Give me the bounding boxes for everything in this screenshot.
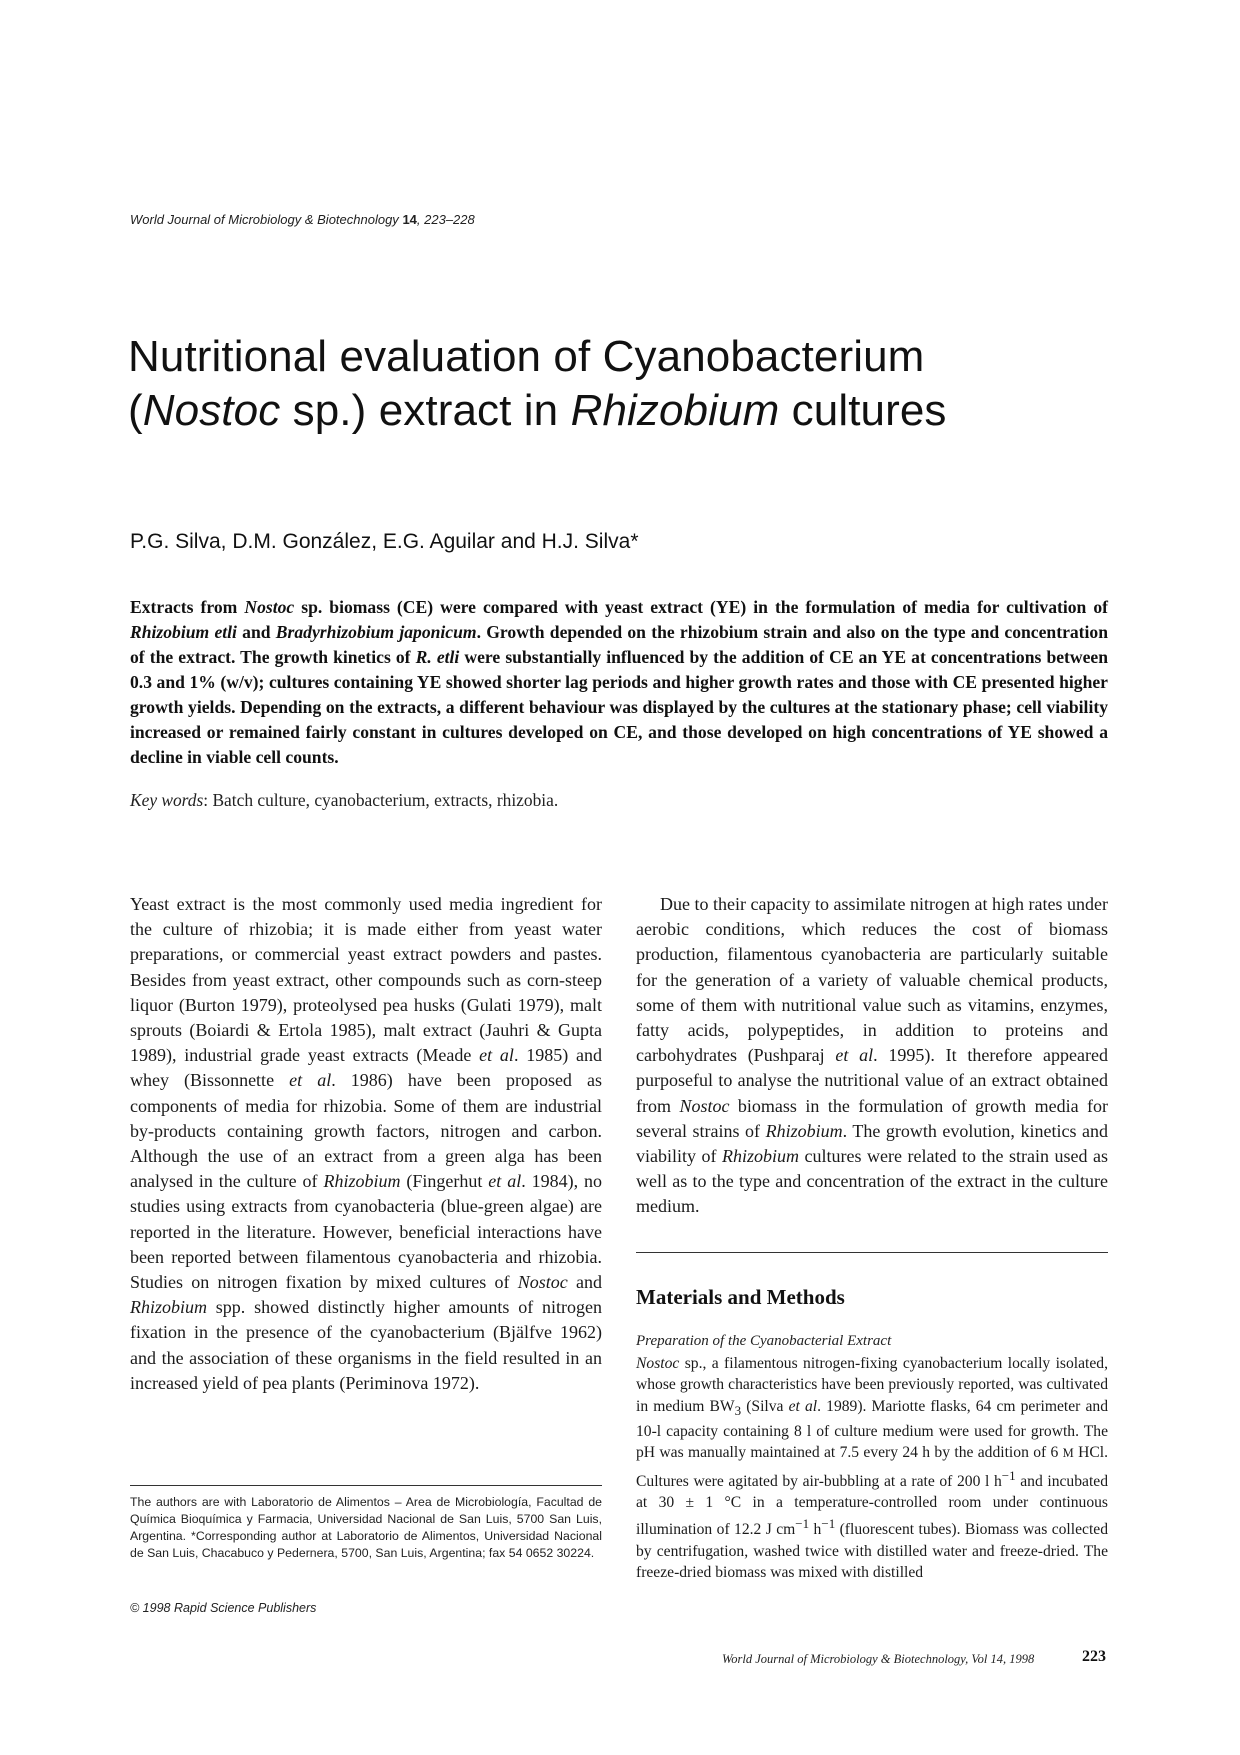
journal-name: World Journal of Microbiology & Biotechnology bbox=[130, 212, 399, 227]
body-italic: et al bbox=[479, 1045, 514, 1066]
section-divider bbox=[636, 1252, 1108, 1253]
affiliation-footnote: The authors are with Laboratorio de Alimentos – Area de Microbiología, Facultad de Química Bioquímica y Farmacia, Universidad Nacional de San Luis, 5700 San Luis, Argentina. *Corresponding author at Laboratorio de Alimentos, Universidad Nacional de San Luis, Chacabuco y Pedernera, 5700, San Luis, Argentina; fax 54 0652 30224. bbox=[130, 1495, 602, 1560]
journal-pages: 223–228 bbox=[424, 212, 475, 227]
body-text: spp. showed distinctly higher amounts of nitrogen fixation in the presence of the cyanobacterium (Bjälfve 1962) and the association of these organisms in the field resulted in an increased yield of pea plants (Periminova 1972). bbox=[130, 1297, 602, 1393]
title-end: cultures bbox=[779, 386, 947, 435]
body-text: . 1985) and whey (Bissonnette bbox=[130, 1045, 603, 1091]
title-paren: ( bbox=[128, 386, 143, 435]
body-italic: et al bbox=[289, 1070, 332, 1091]
body-italic: Nostoc bbox=[679, 1095, 730, 1116]
body-text: Due to their capacity to assimilate nitrogen at high rates under aerobic conditions, which reduces the cost of biomass production, filamentous cyanobacteria are particularly suitable for the generation of a variety of valuable chemical products, some of them with nutritional value such as vitamins, enzymes, fatty acids, polypeptides, in addition to proteins and carbohydrates (Pushparaj bbox=[636, 894, 1108, 1066]
methods-paragraph bbox=[636, 1353, 1108, 1583]
superscript: −1 bbox=[821, 1516, 836, 1532]
copyright: © 1998 Rapid Science Publishers bbox=[130, 1601, 317, 1615]
title-mid: sp.) extract in bbox=[280, 386, 571, 435]
body-italic: Nostoc bbox=[517, 1272, 568, 1293]
abstract-text: Extracts from bbox=[130, 597, 245, 617]
body-italic: Rhizobium bbox=[765, 1120, 843, 1141]
superscript: −1 bbox=[795, 1516, 810, 1532]
body-italic: et al bbox=[835, 1045, 874, 1066]
page-number: 223 bbox=[1082, 1648, 1106, 1665]
abstract bbox=[130, 595, 1108, 770]
body-italic: Nostoc bbox=[636, 1355, 680, 1372]
body-text: sp., a filamentous nitrogen-fixing cyanobacterium locally isolated, whose growth characteristics have been previously reported, was cultivated in medium BW bbox=[636, 1355, 1108, 1415]
footnote-divider bbox=[130, 1485, 602, 1486]
abstract-italic: R. etli bbox=[415, 647, 460, 667]
molar-unit: M bbox=[1062, 1446, 1074, 1461]
keywords-label: Key words bbox=[130, 790, 204, 810]
abstract-text: and bbox=[236, 622, 276, 642]
body-text: Yeast extract is the most commonly used media ingredient for the culture of rhizobia; it is made either from yeast water preparations, or commercial yeast extract powders and pastes. Besides from yeast extract, other compounds such as corn-steep liquor (Burton 1979), proteolysed pea husks (Gulati 1979), malt sprouts (Boiardi & Ertola 1985), malt extract (Jauhri & Gupta 1989), industrial grade yeast extracts (Meade bbox=[130, 894, 602, 1066]
abstract-text: . Growth depended on the rhizobium strain and also on the type and concentration of the extract. The growth kinetics of bbox=[130, 622, 1108, 667]
journal-header: World Journal of Microbiology & Biotechnology 14, 223–228 bbox=[130, 212, 475, 227]
article-title bbox=[128, 330, 1128, 438]
body-text: . 1984), no studies using extracts from cyanobacteria (blue-green algae) are reported in the literature. However, beneficial interactions have been reported between filamentous cyanobacteria and rhizobia. Studies on nitrogen fixation by mixed cultures of bbox=[130, 1171, 603, 1293]
body-text: . 1989). Mariotte flasks, 64 cm perimeter and 10-l capacity containing 8 l of culture medium were used for growth. The pH was manually maintained at 7.5 every 24 h by the addition of 6 bbox=[636, 1397, 1109, 1462]
body-text: (Silva bbox=[741, 1397, 789, 1415]
body-italic: Rhizobium bbox=[323, 1171, 401, 1192]
section-heading-methods: Materials and Methods bbox=[636, 1285, 845, 1309]
keywords-text: : Batch culture, cyanobacterium, extracts, rhizobia. bbox=[203, 790, 559, 810]
body-text: (fluorescent tubes). Biomass was collected by centrifugation, washed twice with distilled water and freeze-dried. The freeze-dried biomass was mixed with distilled bbox=[636, 1521, 1108, 1582]
body-text: biomass in the formulation of growth media for several strains of bbox=[636, 1095, 1108, 1141]
body-italic: et al bbox=[488, 1171, 522, 1192]
author-list: P.G. Silva, D.M. González, E.G. Aguilar and H.J. Silva* bbox=[130, 530, 639, 553]
body-text: . The growth evolution, kinetics and viability of bbox=[636, 1120, 1108, 1167]
abstract-italic: Rhizobium etli bbox=[130, 622, 237, 642]
intro-left-column bbox=[130, 892, 602, 1396]
superscript: −1 bbox=[1001, 1467, 1016, 1483]
body-text: and bbox=[567, 1272, 602, 1293]
keywords bbox=[130, 790, 558, 811]
abstract-text: sp. biomass (CE) were compared with yeast extract (YE) in the formulation of media for cultivation of bbox=[294, 597, 1108, 617]
body-italic: et al bbox=[788, 1397, 818, 1415]
abstract-italic: Nostoc bbox=[244, 597, 295, 617]
subscript: 3 bbox=[734, 1402, 742, 1418]
body-text: HCl. Cultures were agitated by air-bubbling at a rate of 200 l h bbox=[636, 1444, 1108, 1490]
body-text: cultures were related to the strain used as well as to the type and concentration of the extract in the culture medium. bbox=[636, 1146, 1108, 1217]
intro-right-column bbox=[636, 892, 1108, 1220]
body-text: (Fingerhut bbox=[400, 1171, 489, 1192]
journal-volume: 14 bbox=[402, 212, 417, 227]
title-genus-rhizobium: Rhizobium bbox=[570, 386, 780, 435]
title-line-1: Nutritional evaluation of Cyanobacterium bbox=[128, 332, 925, 381]
footer-journal: World Journal of Microbiology & Biotechnology, Vol 14, 1998 bbox=[722, 1652, 1035, 1666]
body-text: h bbox=[809, 1521, 822, 1539]
abstract-italic: Bradyrhizobium japonicum bbox=[275, 622, 477, 642]
body-italic: Rhizobium bbox=[130, 1297, 208, 1318]
body-text: and incubated at 30 ± 1 °C in a temperature-controlled room under continuous illumination of 12.2 J cm bbox=[636, 1472, 1109, 1539]
body-text: . 1995). It therefore appeared purposeful to analyse the nutritional value of an extract obtained from bbox=[636, 1045, 1108, 1116]
title-genus-nostoc: Nostoc bbox=[142, 386, 281, 435]
abstract-text: were substantially influenced by the addition of CE an YE at concentrations between 0.3 and 1% (w/v); cultures containing YE showed shorter lag periods and higher growth rates and those with CE presented higher growth yields. Depending on the extracts, a different behaviour was displayed by the cultures at the stationary phase; cell viability increased or remained fairly constant in cultures developed on CE, and those developed on high concentrations of YE showed a decline in viable cell counts. bbox=[130, 647, 1109, 767]
body-italic: Rhizobium bbox=[722, 1146, 800, 1167]
body-text: . 1986) have been proposed as components of media for rhizobia. Some of them are industrial by-products containing growth factors, nitrogen and carbon. Although the use of an extract from a green alga has been analysed in the culture of bbox=[130, 1070, 602, 1192]
subsection-heading: Preparation of the Cyanobacterial Extract bbox=[636, 1333, 892, 1349]
